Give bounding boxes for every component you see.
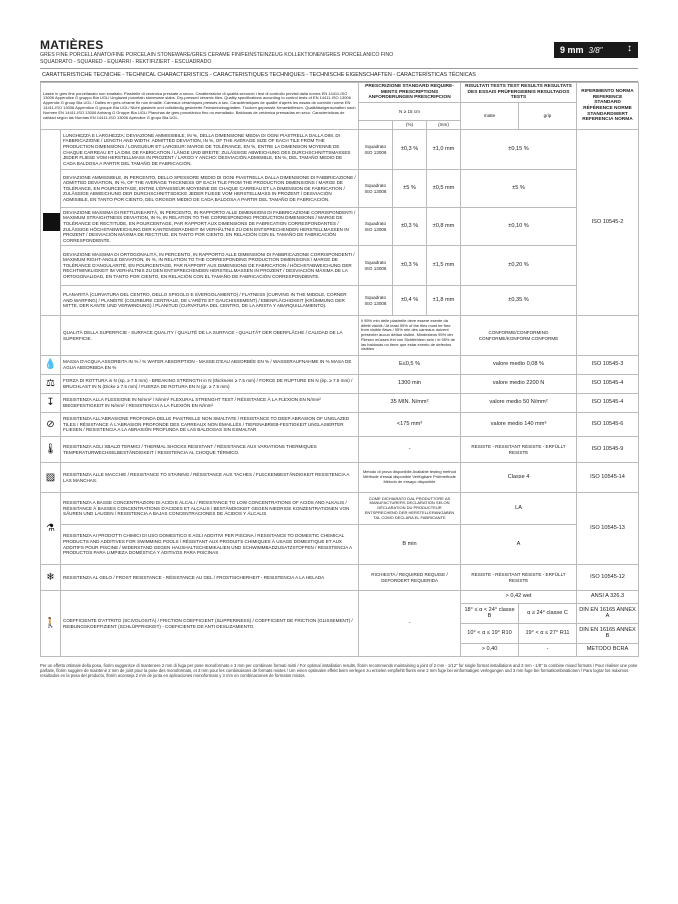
chemical-desc-2: RESISTENZA AI PRODOTTI CHIMICI DI USO DOMESTICO E AGLI ADDITIVI PER PISCINA / RESISTANCE TO DOMESTIC CHEMICAL PRODUCTS AND ADDITIVES FOR SWIMMING POOLS / RÉSISTANT AUX PRODUITS CHIMIQUES À USAGE DOMESTIQUE ET AUX ADDITIFS POUR PISCINE / WIDERSTAND GEGEN HAUSHALTSCHEMIKALIEN UND SCHWIMMBADZUSATZSTOFFEN / RESISTENCIA A PRODUCTOS PARA LIMPIEZA DOMÉSTICA Y ADITIVOS PARA PISCINAS xyxy=(61,525,359,565)
surface-result: CONFORME/CONFORMING CONFORME/KONFORM CONFORME xyxy=(461,316,577,356)
row-desc: PLANARITÀ (CURVATURA DEL CENTRO, DELLO SPIGOLO E SVERGOLAMENTO) / FLATNESS (CURVING IN THE MIDDLE, CORNER AND WARPING) / PLANÉITÉ (COURBURE CENTRALE, DE L'ARÊTE ET GAUCHISSEMENT) / EBENFLÄCHIGKEIT (KRÜMMUNG DER MITTE, DER KANTE UND VERWINDUNG) / PLANITUD (CURVATURA DEL CENTRO, DE LA ARISTA Y ABARQUILLAMIENTO). xyxy=(61,286,359,316)
friction-matte: > 0,42 wet xyxy=(461,591,577,604)
row-mm: ±0,8 mm xyxy=(427,208,461,246)
table-row xyxy=(41,493,639,525)
thickness-fraction: 3/8" xyxy=(588,45,603,55)
row-mm: ±1,0 mm xyxy=(427,130,461,170)
water-drops-icon: 💧 xyxy=(41,356,61,375)
percent-header: (%) xyxy=(393,121,427,130)
prop-result: valore medio 2200 N xyxy=(461,375,577,394)
footnote: Per un effetto ottimale della posa, fiorim suggerisce di mantenere 2 mm di fuga per pose monoformato e 3 mm per combinare formati misti / For optimal installation results, florim recommends maintaining a joint of 2 mm - 1/12" for single format installations and 3 mm - 1/8" to combine mixed formats / Pour réaliser une pose parfaite, florim suggère de maintenir 2 mm de joint pour la pose des monoformats, et 3 mm pour les combinaisons de formats mixtes / Um einen optimalen effekt beim verlegen zu erzielen empfiehlt florim eine 2 mm fuge bei einformatigen verlegungen und 3 mm fuge bei formatkombinationen / Para lograr los máximos resultados en la posa del producto, florim aconseja 2 mm de junta en aplicaciones monoformato y 3 mm en combinaciones de formatos mixtos. xyxy=(40,663,638,679)
subtitle-1: GRES FINE PORCELLANATO/FINE PORCELAIN STONEWARE/GRES CERAME FIN/FEINSTEINZEUG KOLLEKTIONEN/GRES PORCELANICO FINO xyxy=(40,52,394,58)
row-mm: ±1,8 mm xyxy=(427,286,461,316)
header-row xyxy=(41,83,639,103)
row-desc: LUNGHEZZA E LARGHEZZA: DEVIAZIONE AMMISSIBILE, IN %, DELLA DIMENSIONE MEDIA DI OGNI PIASTRELLA DALLA DIM. DI FABBRICAZIONE / LENGTH AND WIDTH: ADMITTED DEVIATION, IN %, OF THE AVERAGE SIZE OF EACH TILE FROM THE PRODUCTION DIMENSIONS / LONGUEUR ET LARGEUR: MARGE DE TOLÉRANCE, EN %, ENTRE LA DIMENSION MOYENNE DE CHAQUE CARREAU ET LA DIM. DE FABRICATION / LÄNGE UND BREITE: ZULÄSSIGE ABWEICHUNG DES DURCHSCHNITTSMASSES JEDER FLIESE VOM HERSTELLMASS IN PROZENT / LARGO Y ANCHO: DESVIACIÓN ADMISIBLE, EN %, DEL TAMAÑO MEDIO DE CADA BALDOSA A PARTIR DEL TAMAÑO DE FABRICACIÓN. xyxy=(61,130,359,170)
prop-ref: ISO 10545-4 xyxy=(577,394,639,413)
table-row xyxy=(41,394,639,413)
prop-req: 35 MIN. N/mm² xyxy=(359,394,461,413)
dim-reference: ISO 10545-2 xyxy=(577,130,639,316)
friction-ref: METODO BCRA xyxy=(577,644,639,657)
page-title: MATIÈRES xyxy=(40,38,104,52)
thickness-arrow-icon: ↕ xyxy=(627,43,632,54)
friction-grip: - xyxy=(519,644,577,657)
table-row xyxy=(41,525,639,565)
solid-square-icon xyxy=(43,213,61,231)
row-pct: ±0,4 % xyxy=(393,286,427,316)
row-std: Squadrato ISO 13006 xyxy=(359,246,393,286)
row-mm: ±1,5 mm xyxy=(427,246,461,286)
subtitle-2: SQUADRATO - SQUARED - EQUARRI - REKTIFIZIERT - ESCUADRADO xyxy=(40,59,212,65)
row-result: ±0,15 % xyxy=(461,130,577,170)
friction-matte: > 0,40 xyxy=(461,644,519,657)
prop-req: - xyxy=(359,437,461,463)
row-result: ±5 % xyxy=(461,170,577,208)
mm-header: (mm) xyxy=(427,121,461,130)
chemical-desc-1: RESISTENZA A BASSE CONCENTRAZIONI DI ACIDI E ALCALI / RESISTANCE TO LOW CONCENTRATIONS OF ACIDS AND ALKALIS / RÉSISTANCE À BASSES CONCENTRATIONS D'ACIDES ET ALCALIS / BESTÄNDIGKEIT GEGEN NIEDRIGE KONZENTRATIONEN VON SÄUREN UND LAUGEN / RESISTENCIA A BAJAS CONCENTRACIONES DE ÁCIDOS Y ÁLCALIS xyxy=(61,493,359,525)
prop-ref: ISO 10545-4 xyxy=(577,375,639,394)
surface-icon-cell xyxy=(41,316,61,356)
frost-req: RICHIESTA / REQUIRED REQUISE / GEFORDERT REQUERIDA xyxy=(359,565,461,591)
table-row xyxy=(41,437,639,463)
chemical-result-1: LA xyxy=(461,493,577,525)
prop-ref: ISO 10545-6 xyxy=(577,413,639,437)
prop-desc: FORZA DI ROTTURA in N (sp. ≥ 7.5 mm) - BREAKING STRENGTH in N (thickness ≥ 7.5 mm) / FORCE DE RUPTURE EN N (ép. ≥ 7.5 mm) / BRUCHLAST IN N (Dicke ≥ 7.5 mm) / FUERZA DE ROTURA EN N (gr. ≥ 7.5 mm) xyxy=(61,375,359,394)
flexion-icon: ↧ xyxy=(41,394,61,413)
table-row xyxy=(41,565,639,591)
table-row xyxy=(41,170,639,208)
prop-desc: RESISTENZA ALLA FLESSIONE IN N/mm² / N/mm² FLEXURAL STRENGHT TEST / RÉSISTANCE À LA FLEXION EN N/mm² BIEGEFESTIGKEIT IN N/mm² / RESISTENCIA A LA FLEXIÓN EN N/mm² xyxy=(61,394,359,413)
row-desc: DEVIAZIONE MASSIMA DI ORTOGONALITÀ, IN PERCENTO, IN RAPPORTO ALLE DIMENSIONI DI FABBRICAZIONE CORRISPONDENTI / MAXIMUM RIGHT-ANGLE DEVIATION, IN %, IN RELATION TO THE CORRESPONDING PRODUCTION DIMENSIONS / MARGE DE TOLÉRANCE D'ANGULARITÉ, EN POURCENTAGE, PAR RAPPORT AUX DIMENSIONS DE FABRICATION / HÖCHSTABWEICHUNG DER RECHTWINKLIGKEIT IM VERHÄLTNIS ZU DEN ENTSPRECHENDEN HERSTELLMASSEN IN PROZENT / DESVIACIÓN MÁXIMA DE LA ORTOGONALIDAD, EN TANTO POR CIENTO, EN RELACIÓN CON EL TAMAÑO DE FABRICACIÓN CORRESPONDIENTE. xyxy=(61,246,359,286)
row-desc: DEVIAZIONE MASSIMA DI RETTILINEARITÀ, IN PERCENTO, IN RAPPORTO ALLE DIMENSIONI DI FABBRICAZIONE CORRISPONDENTI / MAXIMUM STRAIGHTNESS DEVIATION, IN %, IN RELATION TO THE CORRESPONDING PRODUCTION DIMENSIONS / MARGE DE TOLÉRANCE DE RECTITUDE, EN POURCENTAGE, PAR RAPPORT AUX DIMENSIONS DE FABRICATION CORRESPONDANTES / ZULÄSSIGE HÖCHSTABWEICHUNG DER KANTENGERADHEIT IM VERHÄLTNIS ZU DEN ENTSPRECHENDEN HERSTELLMASSEN IN PROZENT / DESVIACIÓN MÁXIMA DE RECTITUD, EN TANTO POR CIENTO, EN RELACIÓN CON EL TAMAÑO DE FABRICACIÓN CORRESPONDIENTE. xyxy=(61,208,359,246)
friction-matte: 10° < α ≤ 19° R10 xyxy=(461,624,519,644)
prop-req: 1300 min xyxy=(359,375,461,394)
thickness-value: 9 mm xyxy=(560,45,584,55)
table-row xyxy=(41,463,639,493)
table-row xyxy=(41,130,639,170)
row-result: ±0,10 % xyxy=(461,208,577,246)
slip-icon: 🚶 xyxy=(41,591,61,657)
prop-req: Metodo di prova disponibile Available testing method Méthode d'essai disponible Verfügbare Prüfmethode Método de ensayo disponible xyxy=(359,463,461,493)
prop-desc: RESISTENZA ALLE MACCHIE / RESISTANCE TO STAINING / RÉSISTANCE AUX TACHES / FLECKENBESTÄNDIGKEIT RESISTENCIA A LAS MANCHAS. xyxy=(61,463,359,493)
chemical-req-1: COME DICHIARATO DAL PRODUTTORE AS MANUFACTURERS DECLARATION SELON DÉCLARATION DU PRODUCTEUR ENTSPRECHEND DER HERSTELLERANGABEN TAL COMO DECLARA EL FABRICANTE xyxy=(359,493,461,525)
prop-ref: ISO 10545-3 xyxy=(577,356,639,375)
chemical-flask-icon: ⚗ xyxy=(41,493,61,565)
reference-header: RIFERIMENTO NORMA REFERENCE STANDARD RÉFÉRENCE NORME STANDARDWERT REFERENCIA NORMA xyxy=(577,83,639,130)
prescription-header: PRESCRIZIONE STANDARD REQUIRE-MENTS PRESCRIPTIONS ANFORDERUNGEN PRESCRIPCION xyxy=(359,83,461,103)
spec-table xyxy=(40,82,639,657)
matte-header: matte xyxy=(461,102,519,129)
row-pct: ±0,3 % xyxy=(393,208,427,246)
grip-header: grip xyxy=(519,102,577,129)
surface-requirement: Il 95% min delle piastrelle deve essere esente da difetti visibili / At least 95% of the tiles must be free from visible flaws / 95% min des carreaux doivent présenter aucun défaut visible. Mindestens 95% der Fliesen müssen frei von Sichtfehlern sein / el 95% de las baldosas no tiene que estar exento de defectos visibles xyxy=(359,316,461,356)
frost-ref: ISO 10545-12 xyxy=(577,565,639,591)
row-result: ±0,20 % xyxy=(461,246,577,286)
dimension-icon xyxy=(41,130,61,316)
row-std: Squadrato ISO 13006 xyxy=(359,286,393,316)
frost-result: RESISTE - RÉSISTANT RÉSISTE - ERFÜLLT RESISTE xyxy=(461,565,577,591)
chemical-result-2: A xyxy=(461,525,577,565)
prop-req: <175 mm³ xyxy=(359,413,461,437)
friction-req: - xyxy=(359,591,461,657)
weight-icon: ⚖ xyxy=(41,375,61,394)
prop-result: valore medio 50 N/mm² xyxy=(461,394,577,413)
section-title: CARATTERISTICHE TECNICHE - TECHNICAL CHARACTERISTICS - CARACTERISTIQUES TECHNIQUES - TECHNISCHE EIGENSCHAFTEN - CARACTERÍSTICAS TÉCNICAS xyxy=(40,68,638,82)
prop-result: RESISTE - RESISTANT RÉSISTE - ERFÜLLT RESISTE xyxy=(461,437,577,463)
surface-ref xyxy=(577,316,639,356)
table-row xyxy=(41,286,639,316)
abrasion-icon: ⊘ xyxy=(41,413,61,437)
page xyxy=(40,38,638,679)
friction-ref: DIN EN 16165 ANNEX A xyxy=(577,604,639,624)
table-row xyxy=(41,208,639,246)
surface-desc: QUALITÀ DELLA SUPERFICIE - SURFACE QUALITY / QUALITÉ DE LA SURFACE - QUALITÄT DER OBERFLÄCHE / CALIDAD DE LA SUPERFICIE. xyxy=(61,316,359,356)
prop-result: valore medio 0,08 % xyxy=(461,356,577,375)
prop-desc: RESISTENZA AGLI SBALZI TERMICI / THERMAL SHOCKS RESISTANT / RÉSISTANCE AUX VARIATIONS THERMIQUES TEMPERATURWECHSELBESTÄNDIGKEIT / RESISTENCIA AL CHOQUE TÉRMICO. xyxy=(61,437,359,463)
prop-req: E≤0,5 % xyxy=(359,356,461,375)
prop-desc: RESISTENZA ALL'ABRASIONE PROFONDA DELLE PIASTRELLE NON SMALTATE / RESISTANCE TO DEEP ABRASION OF UNGLAZED TILES / RÉSISTANCE À L'ABRASION PROFONDE DES CARREAUX NON ÉMAILLÉS / TIEFENABRIEB-FESTIGKEIT UNGLASIERTER FLIESEN / RESISTENCIA A LA ABRASIÓN PROFUNDA DE LAS BALDOSAS SIN ESMALTAR xyxy=(61,413,359,437)
prop-desc: MASSA D'ACQUA ASSORBITA IN % / % WATER ABSORPTION - MASSE D'EAU ABSORBÉE EN % / WASSERAUFNAHME IN % MASA DE AGUA ABSORBIDA EN % xyxy=(61,356,359,375)
n-value: N ≥ 15 cm xyxy=(359,102,461,121)
row-std: Squadrato ISO 13006 xyxy=(359,170,393,208)
row-std: Squadrato ISO 13006 xyxy=(359,130,393,170)
snowflake-icon: ❄ xyxy=(41,565,61,591)
prop-ref: ISO 10545-9 xyxy=(577,437,639,463)
row-desc: DEVIAZIONE AMMISSIBILE, IN PERCENTO, DELLO SPESSORE MEDIO DI OGNI PIASTRELLA DALLA DIMENSIONE DI FABBRICAZIONE / ADMITTED DEVIATION, IN %, OF THE AVERAGE THICKNESS OF EACH TILE FROM THE PRODUCTION DIMENSIONS / MARGE DE TOLÉRANCE, EN POURCENTAGE, ENTRE L'ÉPAISSEUR MOYENNE DE CHAQUE CARREAU ET LA DIMENSION DE FABRICATION / ZULÄSSIGE ABWEICHUNG DER DURCHSCHNITTSDICKE JEDER FLIESE VOM HERSTELLMASS IN PROZENT / DESVIACIÓN ADMISIBLE, EN TANTO POR CIENTO, DEL GROSOR MEDIO DE CADA BALDOSA A PARTIR DEL TAMAÑO DE FABRICACIÓN. xyxy=(61,170,359,208)
friction-desc: COEFFICIENTE D'ATTRITO (SCIVOLOSITÀ) / FRICTION COEFFICIENT (SLIPPERINESS) / COEFFICIENT DE FRICTION (GLISSEMENT) / REIBUNGSKOEFFIZIENT (SCHLÜPFRIGKEIT) - COEFICIENTE DE ANTI DESLIZAMIENTO. xyxy=(61,591,359,657)
friction-ref: DIN EN 16165 ANNEX B xyxy=(577,624,639,644)
row-pct: ±0,3 % xyxy=(393,130,427,170)
table-row xyxy=(41,375,639,394)
table-row xyxy=(41,591,639,604)
table-row xyxy=(41,246,639,286)
friction-matte: 18° ≤ α < 24° classe B xyxy=(461,604,519,624)
row-pct: ±5 % xyxy=(393,170,427,208)
chemical-ref: ISO 10545-13 xyxy=(577,493,639,565)
frost-desc: RESISTENZA AL GELO / FROST RESISTANCE - RÉSISTANCE AU GEL / FROSTSICHERHEIT - RESISTENCIA A LA HELADA xyxy=(61,565,359,591)
table-row xyxy=(41,413,639,437)
results-header: RISULTATI TESTS TEST RESULTS RESULTATS DES ESSAIS PRÜFERGEBNIS RESULTADOS TESTS xyxy=(461,83,577,103)
surface-row xyxy=(41,316,639,356)
friction-grip: α ≥ 24° classe C xyxy=(519,604,577,624)
stain-icon: ▨ xyxy=(41,463,61,493)
table-row xyxy=(41,356,639,375)
prop-result: Classe 4 xyxy=(461,463,577,493)
chemical-req-2: B min xyxy=(359,525,461,565)
row-pct: ±0,3 % xyxy=(393,246,427,286)
row-result: ±0,35 % xyxy=(461,286,577,316)
row-std: Squadrato ISO 13006 xyxy=(359,208,393,246)
thermal-shock-icon: 🌡 xyxy=(41,437,61,463)
friction-grip: 19° < α ≤ 27° R11 xyxy=(519,624,577,644)
friction-ref: ANSI A 326.3 xyxy=(577,591,639,604)
row-mm: ±0,5 mm xyxy=(427,170,461,208)
prop-result: valore medio 140 mm³ xyxy=(461,413,577,437)
intro-text: Lastre in gres fine porcellanato non smaltato. Piastrelle di ceramica pressate a secco. Caratteristiche di qualità secondo i test di controllo previsti dalla norma EN 14411-ISO 13006 Appendice G gruppo BIa UGL/ Unglazed porcelain stoneware slabs. Dry-pressed ceramic tiles. Quality specifications according to control tests of EN 14411-ISO 13006 Appendix G group BIa UGL / Dalles en grès cérame fin non émaillé. Carreaux céramiques pressés à sec. Caractéristiques de qualité d'après les essais de contrôle norme EN 14411-ISO 13006 Appendice G groupe BIa UGL/ Nicht glasierte und vollständig gesinterte Feinsteinzeugplatten. Trocken gepresste Keramikfliesen. Qualitätseigenschaften nach Normen EN 14411-ISO 13006 Anhang G Gruppe BIa UGL/ Planchas de gres porcelánico fino no esmaltado. Baldosas de cerámica prensadas en seco. Características de calidad según las Normas EN 14411-ISO 13006 Apéndice G grupo BIa UGL. xyxy=(41,83,359,130)
thickness-badge xyxy=(554,42,638,58)
prop-ref: ISO 10545-14 xyxy=(577,463,639,493)
